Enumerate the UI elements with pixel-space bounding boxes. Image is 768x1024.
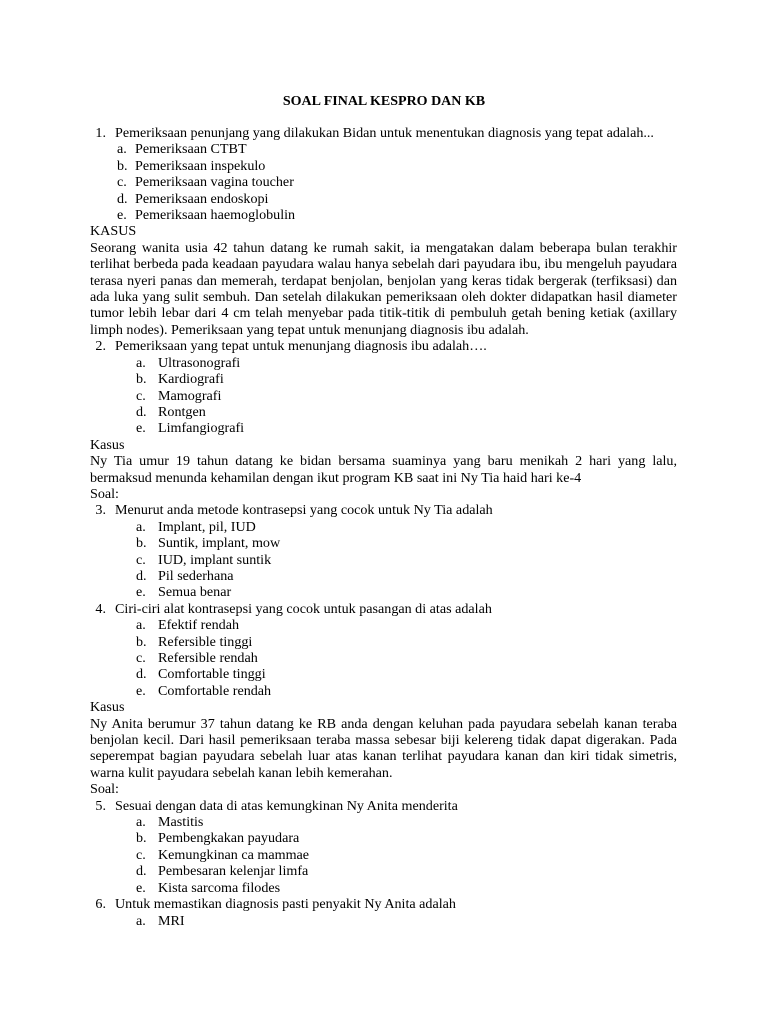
option-letter: a. <box>136 518 146 535</box>
option-letter: d. <box>136 863 147 880</box>
page-title: SOAL FINAL KESPRO DAN KB <box>282 94 486 109</box>
option-letter: b. <box>136 633 147 650</box>
option-letter: c. <box>136 846 146 863</box>
option <box>90 830 677 846</box>
option <box>90 584 677 600</box>
option-letter: e. <box>136 879 146 896</box>
option <box>90 634 677 650</box>
option-text: Pemeriksaan CTBT <box>135 141 247 158</box>
soal-label: Soal: <box>90 781 119 798</box>
option-letter: b. <box>136 830 147 847</box>
option <box>90 552 677 568</box>
option-text: Pemeriksaan inspekulo <box>135 157 266 174</box>
question-6 <box>90 896 677 912</box>
option-text: Kardiografi <box>158 371 224 388</box>
option-letter: a. <box>136 912 146 929</box>
option-letter: a. <box>136 814 146 831</box>
option-letter: a. <box>136 617 146 634</box>
question-number: 2. <box>95 338 106 355</box>
question-4 <box>90 601 677 617</box>
option-letter: c. <box>136 551 146 568</box>
option-text: Kemungkinan ca mammae <box>158 846 310 863</box>
option-letter: d. <box>136 403 147 420</box>
option <box>90 880 677 896</box>
question-number: 4. <box>95 600 106 617</box>
option-text: Mamografi <box>158 387 222 404</box>
option-text: Pemeriksaan haemoglobulin <box>135 207 296 224</box>
option-letter: a. <box>136 354 146 371</box>
option-letter: b. <box>117 157 128 174</box>
question-number: 3. <box>95 502 106 519</box>
option-text: Pembengkakan payudara <box>158 830 300 847</box>
option <box>90 404 677 420</box>
case-text: Ny Tia umur 19 tahun datang ke bidan bersama suaminya yang baru menikah 2 hari yang lalu, bermaksud menunda kehamilan dengan ikut program KB saat ini Ny Tia haid hari ke-4 <box>90 453 677 486</box>
option-text: MRI <box>158 912 185 929</box>
question-text: Menurut anda metode kontrasepsi yang cocok untuk Ny Tia adalah <box>115 502 493 519</box>
option-text: Pembesaran kelenjar limfa <box>158 863 309 880</box>
option <box>90 814 677 830</box>
option-letter: a. <box>117 141 127 158</box>
soal-label: Soal: <box>90 485 119 502</box>
option-text: Limfangiografi <box>158 420 245 437</box>
document-body <box>90 125 677 929</box>
option <box>90 666 677 682</box>
option-text: Comfortable tinggi <box>158 666 266 683</box>
case-label: Kasus <box>90 699 125 716</box>
option-letter: b. <box>136 371 147 388</box>
option <box>90 141 677 157</box>
option-letter: e. <box>136 584 146 601</box>
option <box>90 158 677 174</box>
option-letter: c. <box>136 650 146 666</box>
question-2 <box>90 338 677 354</box>
question-text: Sesuai dengan data di atas kemungkinan Ny Anita menderita <box>115 797 458 814</box>
option-text: Pemeriksaan endoskopi <box>135 190 269 207</box>
option <box>90 650 677 666</box>
option-text: Efektif rendah <box>158 617 239 634</box>
option <box>90 355 677 371</box>
option-text: Suntik, implant, mow <box>158 535 281 552</box>
option <box>90 863 677 879</box>
option-letter: e. <box>136 420 146 437</box>
question-text: Ciri-ciri alat kontrasepsi yang cocok untuk pasangan di atas adalah <box>115 600 492 617</box>
question-1 <box>90 125 677 141</box>
option <box>90 683 677 699</box>
option-letter: d. <box>136 567 147 584</box>
option <box>90 519 677 535</box>
option-text: Rontgen <box>158 403 206 420</box>
question-text: Untuk memastikan diagnosis pasti penyakit Ny Anita adalah <box>115 896 456 913</box>
option-letter: d. <box>117 190 128 207</box>
question-text: Pemeriksaan penunjang yang dilakukan Bidan untuk menentukan diagnosis yang tepat adalah... <box>115 125 654 141</box>
case-label: Kasus <box>90 436 125 453</box>
option <box>90 420 677 436</box>
option-text: Semua benar <box>158 584 232 601</box>
option <box>90 568 677 584</box>
case-text: Ny Anita berumur 37 tahun datang ke RB anda dengan keluhan pada payudara sebelah kanan teraba benjolan kecil. Dari hasil pemeriksaan teraba massa sebesar biji kelereng tidak dapat digerakan. Pada seperempat bagian payudara sebelah luar atas kanan terlihat payudara kanan dan kiri tidak simetris, warna kulit payudara sebelah kanan lebih kemerahan. <box>90 715 677 781</box>
option-letter: d. <box>136 666 147 683</box>
question-3 <box>90 502 677 518</box>
option <box>90 535 677 551</box>
question-5 <box>90 798 677 814</box>
option-letter: c. <box>136 387 146 404</box>
option <box>90 388 677 404</box>
option-letter: c. <box>117 174 127 191</box>
option <box>90 617 677 633</box>
option-text: Comfortable rendah <box>158 682 272 699</box>
option-text: Pil sederhana <box>158 567 234 584</box>
question-text: Pemeriksaan yang tepat untuk menunjang diagnosis ibu adalah…. <box>115 338 487 355</box>
case-text: Seorang wanita usia 42 tahun datang ke rumah sakit, ia mengatakan dalam beberapa bulan terakhir terlihat berbeda pada keadaan payudara walau hanya sebelah dari payudara ibu, ibu mengeluh payudara terasa nyeri panas dan memerah, terdapat benjolan, benjolan yang keras tidak bergerak (terfiksasi) dan ada luka yang sulit sembuh. Dan setelah dilakukan pemeriksaan oleh dokter didapatkan hasil diameter tumor lebih lebar dari 4 cm telah menyebar pada titik-titik di pembuluh getah bening ketiak (axillary limph nodes). Pemeriksaan yang tepat untuk menunjang diagnosis ibu adalah. <box>90 239 677 338</box>
option <box>90 913 677 929</box>
option-text: IUD, implant suntik <box>158 551 272 568</box>
question-number: 6. <box>95 896 106 913</box>
option <box>90 191 677 207</box>
option-text: Refersible rendah <box>158 650 258 666</box>
option-text: Refersible tinggi <box>158 633 253 650</box>
option-text: Kista sarcoma filodes <box>158 879 281 896</box>
option-letter: b. <box>136 535 147 552</box>
question-number: 1. <box>95 125 106 141</box>
option-text: Pemeriksaan vagina toucher <box>135 174 294 191</box>
case-label: KASUS <box>90 223 137 240</box>
option <box>90 207 677 223</box>
option-text: Mastitis <box>158 814 204 831</box>
option <box>90 371 677 387</box>
option-letter: e. <box>117 207 127 224</box>
option-letter: e. <box>136 682 146 699</box>
option-text: Ultrasonografi <box>158 354 241 371</box>
option-text: Implant, pil, IUD <box>158 518 256 535</box>
option <box>90 174 677 190</box>
option <box>90 847 677 863</box>
question-number: 5. <box>95 797 106 814</box>
